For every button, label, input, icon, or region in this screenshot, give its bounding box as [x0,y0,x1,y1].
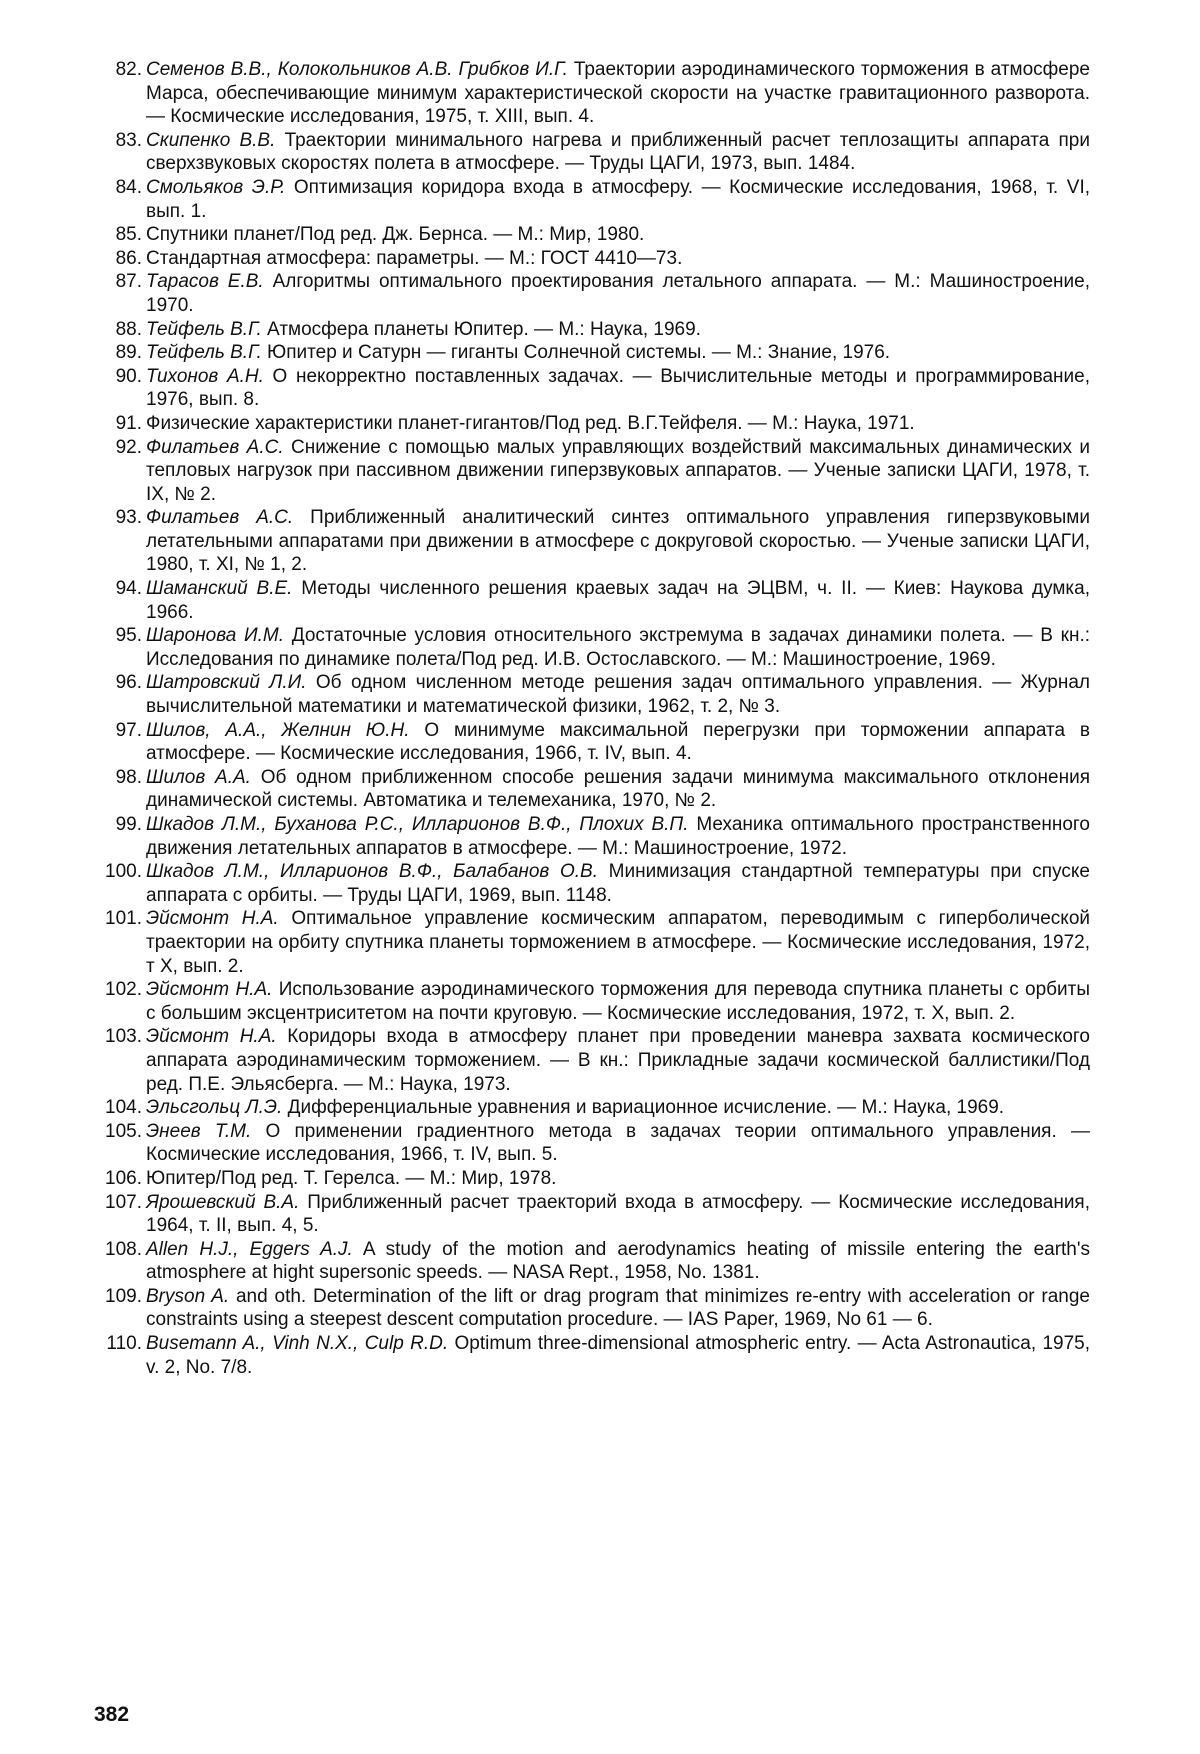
reference-number: 98. [115,766,142,788]
reference-number: 107. [105,1191,142,1213]
reference-text: О некорректно поставленных задачах. — Вычислительные методы и программирование, 1976, вып. 8. [146,365,1090,411]
reference-authors: Энеев Т.М. [146,1120,252,1142]
reference-item [88,766,1090,813]
reference-text: Дифференциальные уравнения и вариационное исчисление. — М.: Наука, 1969. [282,1097,1005,1119]
reference-number: 105. [105,1120,142,1142]
reference-number: 110. [106,1333,142,1355]
reference-item [88,860,1090,907]
reference-authors: Эйсмонт Н.А. [146,979,273,1001]
reference-item [88,247,1090,271]
reference-text: Optimum three-dimensional atmospheric entry. — Acta Astronautica, 1975, v. 2, No. 7/8. [146,1333,1091,1378]
reference-item [88,506,1090,577]
reference-number: 91. [115,412,142,434]
reference-item [88,907,1090,978]
reference-item [88,223,1090,247]
reference-text: Траектории аэродинамического торможения в атмосфере Марса, обеспечивающие минимум характеристической скорости на участке гравитационного разворота. — Космические исследования, 1975, т. XIII, вып. 4. [146,59,1090,128]
reference-authors: Тейфель В.Г. [146,342,262,364]
reference-item [88,1285,1090,1332]
reference-number: 106. [105,1167,142,1189]
reference-text: Методы численного решения краевых задач на ЭЦВМ, ч. II. — Киев: Наукова думка, 1966. [146,578,1091,623]
reference-text: Спутники планет/Под ред. Дж. Бернса. — М.: Мир, 1980. [146,224,645,246]
reference-authors: Шаманский В.Е. [146,578,293,600]
reference-authors: Эйсмонт Н.А. [146,908,279,930]
reference-item [88,813,1090,860]
reference-item [88,412,1090,436]
reference-item [88,176,1090,223]
reference-text: О применении градиентного метода в задачах теории оптимального управления. — Космические исследования, 1966, т. IV, вып. 5. [146,1120,1090,1166]
reference-number: 86. [115,247,142,269]
reference-text: Оптимизация коридора входа в атмосферу. — Космические исследования, 1968, т. VI, вып. 1. [146,176,1090,222]
reference-text: Об одном приближенном способе решения задачи минимума максимального отклонения динамической системы. Автоматика и телемеханика, 1970, № 2. [146,766,1090,812]
reference-item [88,719,1090,766]
reference-text: Снижение с помощью малых управляющих воздействий максимальных динамических и тепловых нагрузок при пассивном движении гиперзвуковых аппаратов. — Ученые записки ЦАГИ, 1978, т. IX, № 2. [146,436,1090,505]
reference-text: Механика оптимального пространственного движения летательных аппаратов в атмосфере. — М.: Машиностроение, 1972. [146,814,1090,859]
reference-number: 103. [105,1026,142,1048]
reference-number: 108. [105,1238,142,1260]
reference-text: Приближенный расчет траекторий входа в атмосферу. — Космические исследования, 1964, т. II, вып. 4, 5. [146,1191,1091,1237]
reference-item [88,671,1090,718]
reference-authors: Скипенко В.В. [146,129,276,151]
reference-text: Стандартная атмосфера: параметры. — М.: ГОСТ 4410—73. [146,247,683,269]
reference-text: О минимуме максимальной перегрузки при торможении аппарата в атмосфере. — Космические исследования, 1966, т. IV, вып. 4. [146,719,1091,765]
reference-number: 88. [115,318,142,340]
reference-number: 87. [115,271,142,293]
reference-item [88,129,1090,176]
reference-number: 83. [115,129,142,151]
reference-authors: Bryson A. [146,1285,230,1307]
reference-number: 100. [105,861,142,883]
reference-text: Юпитер и Сатурн — гиганты Солнечной системы. — М.: Знание, 1976. [261,342,891,364]
reference-authors: Шкадов Л.М., Буханова Р.С., Илларионов В.Ф., Плохих В.П. [146,814,689,835]
reference-authors: Тарасов Е.В. [146,271,264,293]
reference-text: A study of the motion and aerodynamics heating of missile entering the earth's atmosphere at hight supersonic speeds. — NASA Rept., 1958, No. 1381. [146,1238,1090,1284]
reference-authors: Шилов, А.А., Желнин Ю.Н. [146,719,410,741]
reference-number: 109. [105,1285,142,1307]
reference-list [88,58,1090,1379]
reference-item [88,1238,1090,1285]
reference-text: Физические характеристики планет-гигантов/Под ред. В.Г.Тейфеля. — М.: Наука, 1971. [146,412,915,434]
reference-number: 96. [115,672,142,694]
reference-authors: Busemann A., Vinh N.X., Culp R.D. [146,1333,449,1355]
reference-item [88,577,1090,624]
reference-item [88,365,1090,412]
reference-text: Приближенный аналитический синтез оптимального управления гиперзвуковыми летательными аппаратами при движении в атмосфере с докруговой скоростью. — Ученые записки ЦАГИ, 1980, т. XI, № 1, 2. [146,507,1090,576]
page-number: 382 [94,1703,130,1726]
reference-number: 92. [115,436,142,458]
reference-text: Использование аэродинамического торможения для перевода спутника планеты с орбиты с большим эксцентриситетом на почти круговую. — Космические исследования, 1972, т. X, вып. 2. [146,979,1091,1024]
reference-number: 85. [115,224,142,246]
reference-item [88,1120,1090,1167]
reference-number: 95. [115,625,142,647]
reference-authors: Филатьев А.С. [146,507,294,529]
reference-item [88,1096,1090,1120]
reference-authors: Шкадов Л.М., Илларионов В.Ф., Балабанов О.В. [146,861,598,883]
reference-item [88,1167,1090,1191]
reference-item [88,1191,1090,1238]
reference-text: Минимизация стандартной температуры при спуске аппарата с орбиты. — Труды ЦАГИ, 1969, вып. 1148. [146,861,1090,906]
reference-authors: Тихонов А.Н. [146,365,264,387]
reference-number: 99. [115,814,142,835]
reference-authors: Семенов В.В., Колокольников А.В. Грибков И.Г. [146,59,568,80]
reference-authors: Эйсмонт Н.А. [146,1026,277,1048]
reference-authors: Ярошевский В.А. [146,1191,300,1213]
reference-number: 82. [115,59,142,80]
reference-authors: Шаронова И.М. [146,625,285,647]
reference-text: Коридоры входа в атмосферу планет при проведении маневра захвата космического аппарата аэродинамическим торможением. — В кн.: Прикладные задачи космической баллистики/Под ред. П.Е. Эльясберга. — М.: Наука, 1973. [146,1026,1090,1095]
reference-number: 97. [115,719,142,741]
reference-number: 90. [115,365,142,387]
reference-number: 102. [105,979,142,1001]
reference-item [88,341,1090,365]
reference-text: Атмосфера планеты Юпитер. — М.: Наука, 1969. [261,318,701,340]
reference-number: 84. [115,176,142,198]
reference-authors: Шатровский Л.И. [146,672,307,694]
reference-text: Траектории минимального нагрева и приближенный расчет теплозащиты аппарата при сверхзвуковых скоростях полета в атмосфере. — Труды ЦАГИ, 1973, вып. 1484. [146,129,1090,175]
reference-item [88,436,1090,507]
reference-authors: Тейфель В.Г. [146,318,262,340]
reference-number: 93. [115,507,142,529]
reference-item [88,58,1090,129]
reference-number: 101. [105,908,142,930]
reference-text: Юпитер/Под ред. Т. Герелса. — М.: Мир, 1978. [146,1167,557,1189]
reference-authors: Шилов А.А. [146,766,251,788]
reference-authors: Эльсгольц Л.Э. [146,1097,283,1119]
reference-item [88,624,1090,671]
reference-authors: Филатьев А.С. [146,436,284,458]
reference-number: 94. [115,578,142,600]
reference-item [88,270,1090,317]
reference-number: 89. [115,342,142,364]
reference-authors: Смольяков Э.Р. [146,176,286,198]
reference-text: Оптимальное управление космическим аппаратом, переводимым с гиперболической траектории на орбиту спутника планеты торможением в атмосфере. — Космические исследования, 1972, т X, вып. 2. [146,908,1090,977]
reference-text: Достаточные условия относительного экстремума в задачах динамики полета. — В кн.: Исследования по динамике полета/Под ред. И.В. Остославского. — М.: Машиностроение, 1969. [146,625,1090,670]
reference-item [88,1025,1090,1096]
reference-item [88,978,1090,1025]
reference-authors: Allen H.J., Eggers A.J. [146,1238,353,1260]
reference-text: Алгоритмы оптимального проектирования летального аппарата. — М.: Машиностроение, 1970. [146,271,1090,316]
reference-text: Об одном численном методе решения задач оптимального управления. — Журнал вычислительной математики и математической физики, 1962, т. 2, № 3. [146,672,1090,718]
reference-item [88,1332,1090,1379]
reference-item [88,318,1090,342]
reference-text: and oth. Determination of the lift or drag program that minimizes re-entry with acceleration or range constraints using a steepest descent computation procedure. — IAS Paper, 1969, No 61 — 6. [146,1285,1090,1331]
reference-number: 104. [105,1097,142,1119]
